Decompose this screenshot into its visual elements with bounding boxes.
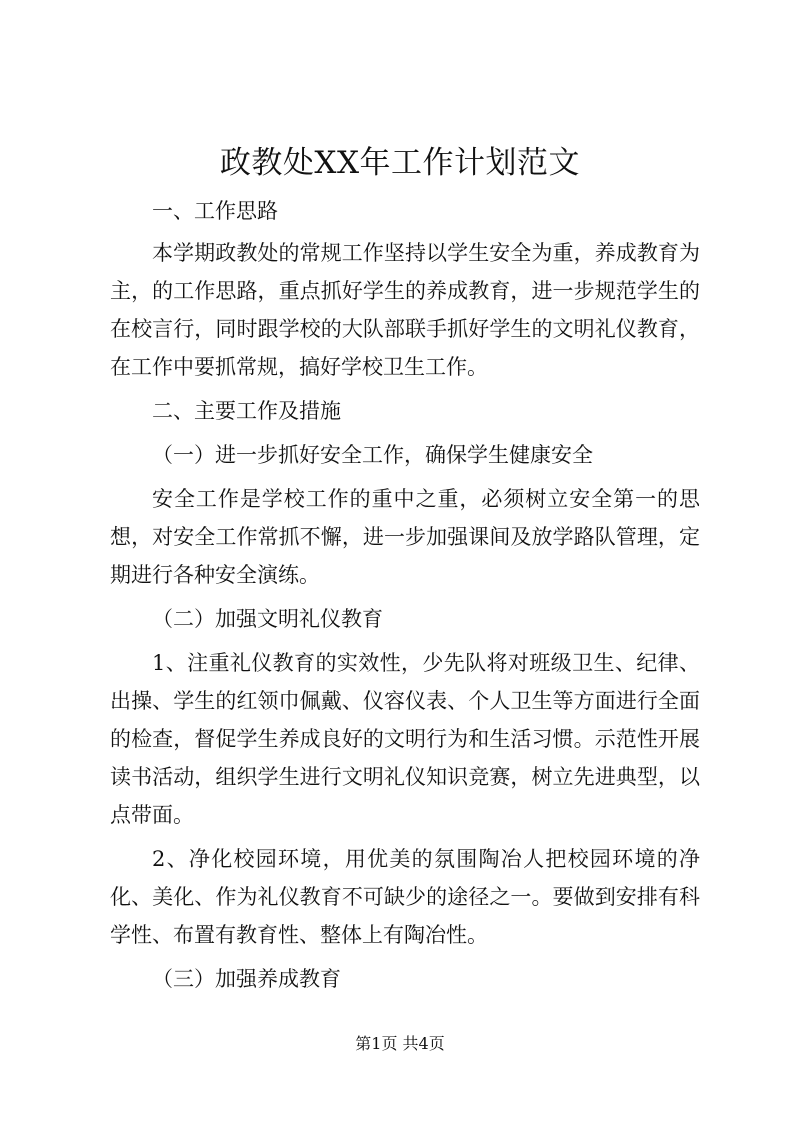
section-heading-main-work: 二、主要工作及措施 [152,399,341,423]
subsection-heading-safety: （一）进一步抓好安全工作，确保学生健康安全 [152,443,593,467]
section-heading-work-approach: 一、工作思路 [152,199,278,223]
page-number-footer: 第1页 共4页 [355,1034,445,1053]
subsection-heading-habit-formation: （三）加强养成教育 [152,967,341,991]
document-body [110,188,700,1004]
subsection-paragraph-safety: 安全工作是学校工作的重中之重，必须树立安全第一的思想，对安全工作常抓不懈，进一步加强课间及放学路队管理，定期进行各种安全演练。 [110,487,700,587]
document-title: 政教处XX年工作计划范文 [219,145,581,181]
list-item-etiquette-effectiveness: 1、注重礼仪教育的实效性，少先队将对班级卫生、纪律、出操、学生的红领巾佩戴、仪容仪表、个人卫生等方面进行全面的检查，督促学生养成良好的文明行为和生活习惯。示范性开展读书活动，组织学生进行文明礼仪知识竞赛，树立先进典型，以点带面。 [110,651,700,827]
subsection-heading-etiquette: （二）加强文明礼仪教育 [152,607,383,631]
list-item-campus-environment: 2、净化校园环境，用优美的氛围陶冶人把校园环境的净化、美化、作为礼仪教育不可缺少的途径之一。要做到安排有科学性、布置有教育性、整体上有陶冶性。 [110,847,700,947]
section-paragraph-work-approach: 本学期政教处的常规工作坚持以学生安全为重，养成教育为主，的工作思路，重点抓好学生的养成教育，进一步规范学生的在校言行，同时跟学校的大队部联手抓好学生的文明礼仪教育，在工作中要抓常规，搞好学校卫生工作。 [110,241,700,379]
